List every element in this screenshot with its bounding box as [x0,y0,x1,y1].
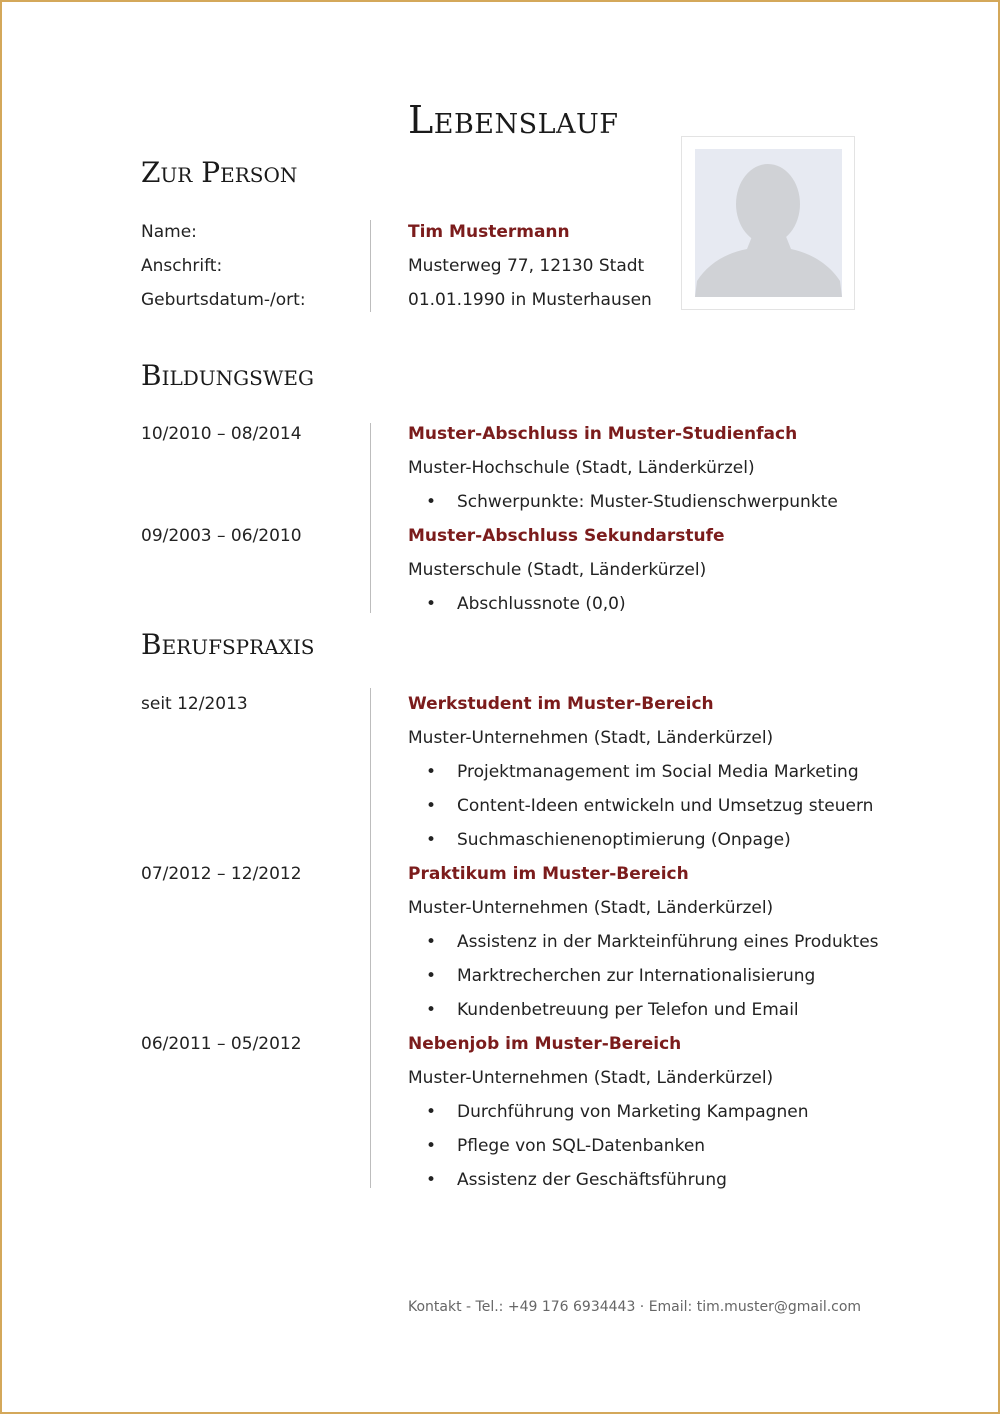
career-period: 06/2011 – 05/2012 [141,1034,302,1054]
footer-contact: Kontakt - Tel.: +49 176 6934443 · Email: tim.muster@gmail.com [408,1299,862,1315]
bullet-icon: • [426,1136,437,1156]
education-degree: Muster-Abschluss Sekundarstufe [408,526,725,546]
bullet-icon: • [426,966,437,986]
career-company: Muster-Unternehmen (Stadt, Länderkürzel) [408,898,774,918]
list-item: Content-Ideen entwickeln und Umsetzug steuern [457,796,874,816]
career-role: Werkstudent im Muster-Bereich [408,694,714,714]
list-item: Marktrecherchen zur Internationalisierung [457,966,816,986]
list-item: Durchführung von Marketing Kampagnen [457,1102,809,1122]
education-institution: Muster-Hochschule (Stadt, Länderkürzel) [408,458,755,478]
list-item: Assistenz der Geschäftsführung [457,1170,727,1190]
list-item: Abschlussnote (0,0) [457,594,626,614]
divider-career [370,688,371,1188]
name-value: Tim Mustermann [408,222,570,242]
list-item: Kundenbetreuung per Telefon und Email [457,1000,799,1020]
list-item: Suchmaschienenoptimierung (Onpage) [457,830,791,850]
section-title-career: Berufspraxis [141,628,315,661]
bullet-icon: • [426,1170,437,1190]
list-item: Schwerpunkte: Muster-Studienschwerpunkte [457,492,838,512]
bullet-icon: • [426,492,437,512]
bullet-icon: • [426,796,437,816]
career-role: Nebenjob im Muster-Bereich [408,1034,682,1054]
bullet-icon: • [426,830,437,850]
education-period: 09/2003 – 06/2010 [141,526,302,546]
bullet-icon: • [426,932,437,952]
bullet-icon: • [426,1000,437,1020]
career-role: Praktikum im Muster-Bereich [408,864,689,884]
list-item: Pflege von SQL-Datenbanken [457,1136,706,1156]
career-company: Muster-Unternehmen (Stadt, Länderkürzel) [408,1068,774,1088]
education-period: 10/2010 – 08/2014 [141,424,302,444]
section-title-person: Zur Person [141,156,298,189]
birth-value: 01.01.1990 in Musterhausen [408,290,652,310]
divider-education [370,423,371,613]
profile-photo [681,136,855,310]
list-item: Assistenz in der Markteinführung eines Produktes [457,932,879,952]
name-label: Name: [141,222,197,242]
section-title-education: Bildungsweg [141,359,314,392]
list-item: Projektmanagement im Social Media Marketing [457,762,859,782]
career-period: seit 12/2013 [141,694,248,714]
bullet-icon: • [426,1102,437,1122]
address-value: Musterweg 77, 12130 Stadt [408,256,645,276]
person-silhouette-icon [695,149,842,297]
bullet-icon: • [426,762,437,782]
page-title: Lebenslauf [408,98,619,142]
education-institution: Musterschule (Stadt, Länderkürzel) [408,560,707,580]
birth-label: Geburtsdatum-/ort: [141,290,306,310]
bullet-icon: • [426,594,437,614]
career-company: Muster-Unternehmen (Stadt, Länderkürzel) [408,728,774,748]
education-degree: Muster-Abschluss in Muster-Studienfach [408,424,798,444]
career-period: 07/2012 – 12/2012 [141,864,302,884]
address-label: Anschrift: [141,256,223,276]
divider-person [370,220,371,312]
